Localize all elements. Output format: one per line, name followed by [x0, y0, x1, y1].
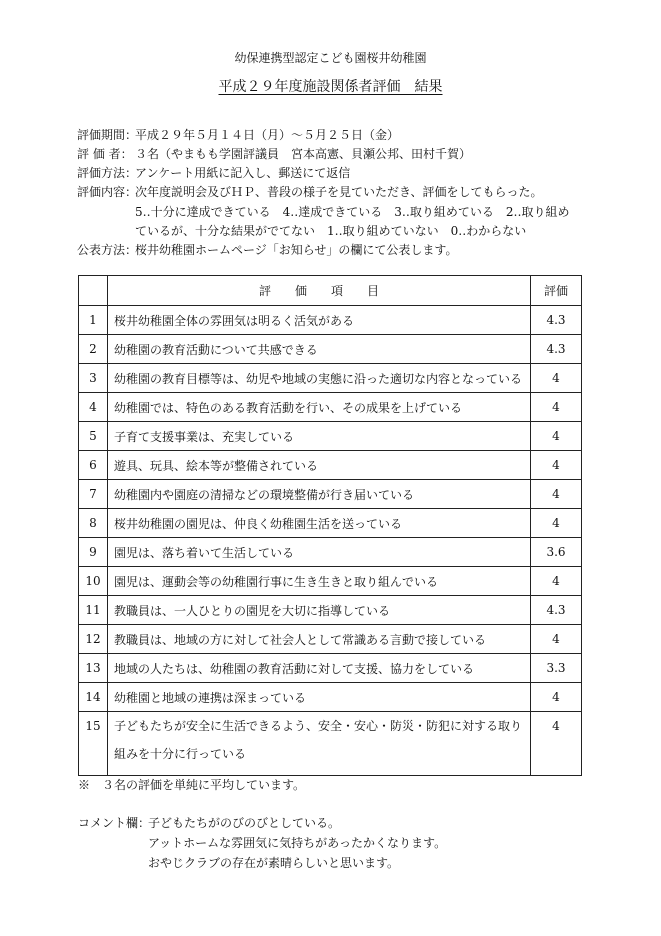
row-item — [108, 712, 531, 776]
organization-name: 幼保連携型認定こども園桜井幼稚園 — [234, 51, 427, 65]
row-number: 7 — [79, 480, 108, 509]
row-item: 教職員は、地域の方に対して社会人として常識ある言動で接している — [108, 625, 531, 654]
row-number: 12 — [79, 625, 108, 654]
row-number: 10 — [79, 567, 108, 596]
row-item: 幼稚園内や園庭の清掃などの環境整備が行き届いている — [108, 480, 531, 509]
row-item: 桜井幼稚園の園児は、仲良く幼稚園生活を送っている — [108, 509, 531, 538]
row-number: 1 — [79, 306, 108, 335]
table-row — [79, 625, 582, 654]
footnote: ※ ３名の評価を単純に平均しています。 — [78, 778, 306, 792]
row-score: 4 — [531, 451, 582, 480]
table-row — [79, 306, 582, 335]
table-row — [79, 596, 582, 625]
table-row — [79, 567, 582, 596]
table-row — [79, 451, 582, 480]
publish-label: 公表方法： — [77, 243, 138, 257]
row-item: 園児は、運動会等の幼稚園行事に生き生きと取り組んでいる — [108, 567, 531, 596]
row-item: 幼稚園と地域の連携は深まっている — [108, 683, 531, 712]
page-title — [0, 76, 661, 96]
table-row — [79, 509, 582, 538]
evaluators-value: ３名（やまもも学園評議員 宮本高憲、貝瀬公邦、田村千賀） — [135, 147, 472, 161]
table-row — [79, 712, 582, 776]
row-score: 4 — [531, 683, 582, 712]
header-score-cell: 評価 — [531, 276, 582, 306]
comment-line: おやじクラブの存在が素晴らしいと思います。 — [148, 856, 400, 870]
row-item: 幼稚園では、特色のある教育活動を行い、その成果を上げている — [108, 393, 531, 422]
row-score: 4.3 — [531, 596, 582, 625]
row-score: 4 — [531, 480, 582, 509]
page-title-text: 平成２９年度施設関係者評価 結果 — [218, 79, 443, 95]
row-item: 幼稚園の教育目標等は、幼児や地域の実態に沿った適切な内容となっている — [108, 364, 531, 393]
header-number-cell — [79, 276, 108, 306]
row-item-line-2: 組みを十分に行っている — [114, 747, 247, 761]
comment-line: アットホームな雰囲気に気持ちがあったかくなります。 — [148, 836, 447, 850]
row-item-line-1: 子どもたちが安全に生活できるよう、安全・安心・防災・防犯に対する取り — [114, 719, 523, 733]
table-row — [79, 393, 582, 422]
row-number: 8 — [79, 509, 108, 538]
table-row — [79, 538, 582, 567]
row-number: 4 — [79, 393, 108, 422]
row-score: 4 — [531, 567, 582, 596]
evaluation-table — [78, 275, 582, 776]
content-value: 次年度説明会及びＨＰ、普段の様子を見ていただき、評価をしてもらった。 — [135, 185, 543, 199]
row-score: 3.3 — [531, 654, 582, 683]
row-item: 地域の人たちは、幼稚園の教育活動に対して支援、協力をしている — [108, 654, 531, 683]
comment-line: 子どもたちがのびのびとしている。 — [148, 816, 341, 830]
row-number: 14 — [79, 683, 108, 712]
row-score: 4 — [531, 625, 582, 654]
publish-value: 桜井幼稚園ホームページ「お知らせ」の欄にて公表します。 — [135, 243, 458, 257]
row-score: 4.3 — [531, 306, 582, 335]
table-row — [79, 683, 582, 712]
scale-line-1: 5‥十分に達成できている 4‥達成できている 3‥取り組めている 2‥取り組め — [135, 205, 570, 219]
period-label: 評価期間： — [77, 128, 138, 142]
method-value: アンケート用紙に記入し、郵送にて返信 — [135, 166, 351, 180]
row-score: 4 — [531, 393, 582, 422]
row-number: 2 — [79, 335, 108, 364]
row-number: 11 — [79, 596, 108, 625]
table-row — [79, 364, 582, 393]
method-label: 評価方法： — [77, 166, 138, 180]
table-row — [79, 422, 582, 451]
row-score: 4 — [531, 509, 582, 538]
row-item: 園児は、落ち着いて生活している — [108, 538, 531, 567]
row-number: 9 — [79, 538, 108, 567]
row-number: 6 — [79, 451, 108, 480]
table-row — [79, 335, 582, 364]
scale-line-2: ているが、十分な結果がでてない 1‥取り組めていない 0‥わからない — [135, 224, 527, 238]
row-item: 幼稚園の教育活動について共感できる — [108, 335, 531, 364]
table-row — [79, 480, 582, 509]
row-score: 4.3 — [531, 335, 582, 364]
row-score: 4 — [531, 364, 582, 393]
row-item: 遊具、玩具、絵本等が整備されている — [108, 451, 531, 480]
row-number: 3 — [79, 364, 108, 393]
row-number: 13 — [79, 654, 108, 683]
row-score: 4 — [531, 422, 582, 451]
table-row — [79, 654, 582, 683]
table-header-row — [79, 276, 582, 306]
row-score: 3.6 — [531, 538, 582, 567]
row-item: 桜井幼稚園全体の雰囲気は明るく活気がある — [108, 306, 531, 335]
comments-label: コメント欄： — [78, 816, 151, 830]
row-score: 4 — [531, 712, 582, 776]
period-value: 平成２９年５月１４日（月）〜５月２５日（金） — [135, 128, 400, 142]
header-item-cell: 評 価 項 目 — [108, 276, 531, 306]
evaluators-label: 評 価 者： — [77, 147, 133, 161]
row-item: 子育て支援事業は、充実している — [108, 422, 531, 451]
row-number: 15 — [79, 712, 108, 776]
row-item: 教職員は、一人ひとりの園児を大切に指導している — [108, 596, 531, 625]
content-label: 評価内容： — [77, 185, 138, 199]
row-number: 5 — [79, 422, 108, 451]
